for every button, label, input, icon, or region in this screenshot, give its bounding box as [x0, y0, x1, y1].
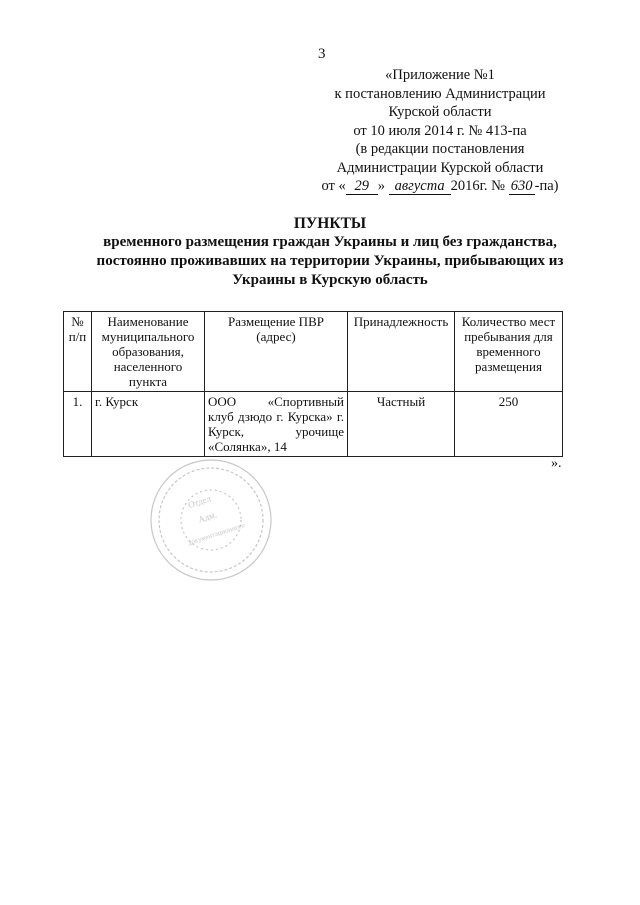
page-number: 3	[318, 46, 326, 62]
document-title	[80, 214, 580, 290]
header-capacity: Количество мест пребывания для временного размещения	[455, 312, 563, 392]
cell-name: г. Курск	[92, 392, 205, 457]
header-name: Наименование муниципального образования, населенного пункта	[92, 312, 205, 392]
cell-num: 1.	[64, 392, 92, 457]
cell-owner: Частный	[348, 392, 455, 457]
date-month: августа	[389, 179, 451, 195]
stamp-text-bottom: документационного	[186, 521, 246, 548]
doc-number: 630	[509, 179, 535, 195]
closing-quote: ».	[551, 456, 562, 471]
header-num: № п/п	[64, 312, 92, 392]
date-prefix: от «	[321, 178, 346, 194]
official-stamp	[146, 455, 276, 585]
appendix-date-line	[300, 177, 580, 196]
appendix-line: к постановлению Администрации	[334, 85, 546, 102]
appendix-line: от 10 июля 2014 г. № 413-па	[353, 122, 527, 139]
appendix-line: (в редакции постановления	[355, 141, 525, 157]
table-header-row	[64, 312, 563, 392]
points-table	[63, 311, 563, 457]
stamp-text-top: Отдел	[186, 493, 213, 511]
date-day: 29	[346, 179, 378, 195]
title-line: Украины в Курскую область	[232, 272, 428, 288]
table-row	[64, 392, 563, 457]
cell-capacity: 250	[455, 392, 563, 457]
stamp-text-mid: Адм.	[196, 509, 218, 525]
title-main: ПУНКТЫ	[293, 215, 367, 232]
header-owner: Принадлежность	[348, 312, 455, 392]
appendix-line: «Приложение №1	[385, 67, 495, 83]
appendix-line: Курской области	[388, 104, 492, 120]
cell-address: ООО «Спортивный клуб дзюдо г. Курска» г. Курск, урочище «Солянка», 14	[205, 392, 348, 457]
date-mid: »	[377, 178, 385, 194]
title-line: временного размещения граждан Украины и лиц без гражданства,	[103, 234, 557, 250]
appendix-line: Администрации Курской области	[336, 159, 544, 176]
header-address: Размещение ПВР (адрес)	[205, 312, 348, 392]
title-line: постоянно проживавших на территории Украины, прибывающих из	[96, 253, 564, 269]
date-year: 2016г. №	[450, 178, 506, 194]
appendix-header	[300, 66, 580, 196]
doc-suffix: -па)	[534, 178, 559, 194]
